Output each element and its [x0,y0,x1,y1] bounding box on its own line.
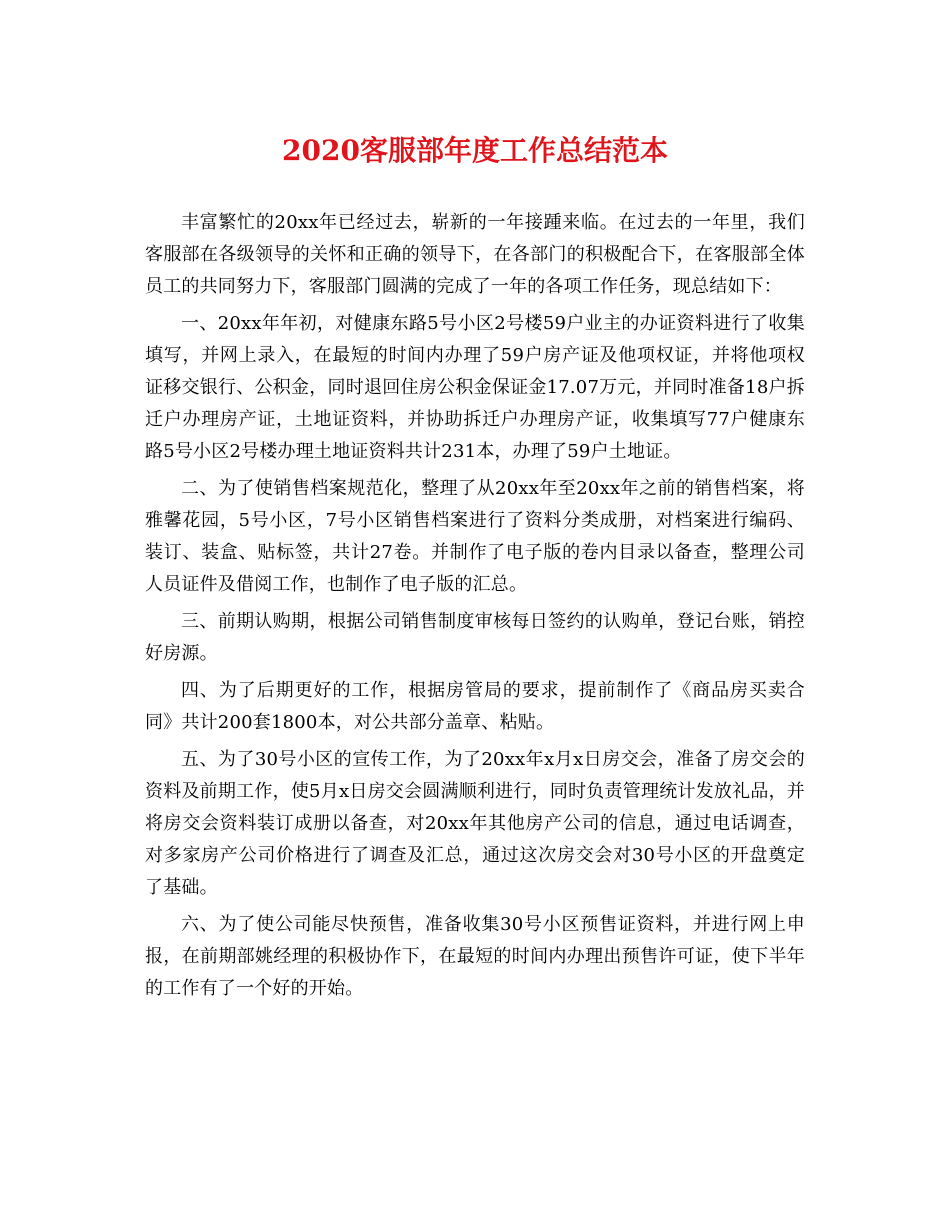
paragraph-item-6: 六、为了使公司能尽快预售，准备收集30号小区预售证资料，并进行网上申报，在前期部姚经理的积极协作下，在最短的时间内办理出预售许可证，使下半年的工作有了一个好的开始。 [145,914,805,999]
paragraph-item-2: 二、为了使销售档案规范化，整理了从20xx年至20xx年之前的销售档案，将雅馨花园，5号小区，7号小区销售档案进行了资料分类成册，对档案进行编码、装订、装盒、贴标签，共计27卷。并制作了电子版的卷内目录以备查，整理公司人员证件及借阅工作，也制作了电子版的汇总。 [145,478,805,595]
paragraph-intro: 丰富繁忙的20xx年已经过去，崭新的一年接踵来临。在过去的一年里，我们客服部在各级领导的关怀和正确的领导下，在各部门的积极配合下，在客服部全体员工的共同努力下，客服部门圆满的完成了一年的各项工作任务，现总结如下： [145,212,805,297]
paragraph-item-1: 一、20xx年年初，对健康东路5号小区2号楼59户业主的办证资料进行了收集填写，并网上录入，在最短的时间内办理了59户房产证及他项权证，并将他项权证移交银行、公积金，同时退回住房公积金保证金17.07万元，并同时准备18户拆迁户办理房产证，土地证资料，并协助拆迁户办理房产证，收集填写77户健康东路5号小区2号楼办理土地证资料共计231本，办理了59户土地证。 [145,313,805,462]
document-title: 2020客服部年度工作总结范本 [282,134,668,167]
paragraph-item-5: 五、为了30号小区的宣传工作，为了20xx年x月x日房交会，准备了房交会的资料及前期工作，使5月x日房交会圆满顺利进行，同时负责管理统计发放礼品，并将房交会资料装订成册以备查，对20xx年其他房产公司的信息，通过电话调查，对多家房产公司价格进行了调查及汇总，通过这次房交会对30号小区的开盘奠定了基础。 [145,749,805,898]
paragraph-item-4: 四、为了后期更好的工作，根据房管局的要求，提前制作了《商品房买卖合同》共计200套1800本，对公共部分盖章、粘贴。 [145,680,805,733]
document-body [145,207,805,1005]
paragraph-item-3: 三、前期认购期，根据公司销售制度审核每日签约的认购单，登记台账，销控好房源。 [145,611,805,664]
